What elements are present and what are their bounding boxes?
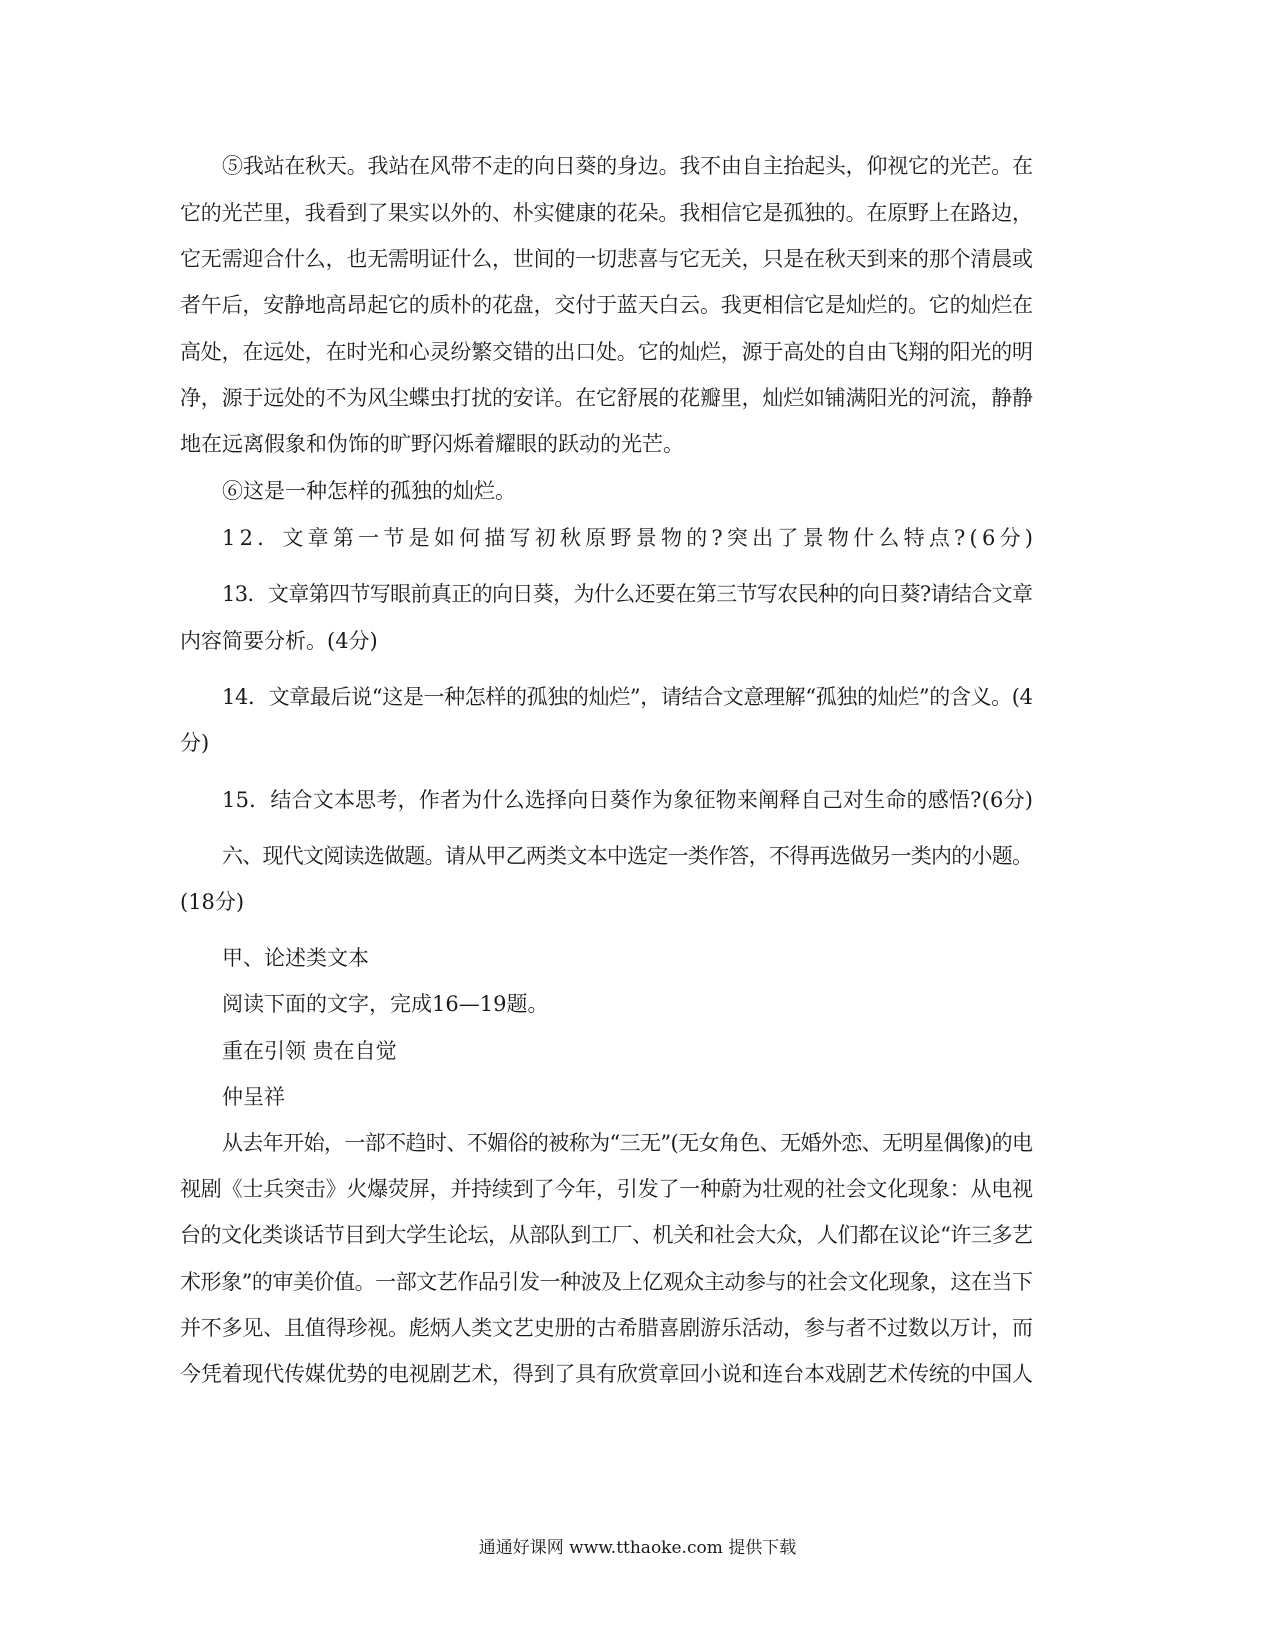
reading-instruction: 阅读下面的文字，完成16—19题。 — [222, 992, 549, 1016]
article-author: 仲呈祥 — [222, 1085, 285, 1109]
question-12: 12．文章第一节是如何描写初秋原野景物的?突出了景物什么特点?(6分) — [222, 526, 1038, 550]
page-footer: 通通好课网 www.tthaoke.com 提供下载 — [478, 1538, 797, 1558]
paragraph-5-line-4: 者午后，安静地高昂起它的质朴的花盘，交付于蓝天白云。我更相信它是灿烂的。它的灿烂在 — [180, 293, 1033, 317]
question-15: 15．结合文本思考，作者为什么选择向日葵作为象征物来阐释自己对生命的感悟?(6分) — [222, 788, 1034, 812]
question-14-line-2: 分) — [180, 731, 210, 755]
paragraph-5-line-2: 它的光芒里，我看到了果实以外的、朴实健康的花朵。我相信它是孤独的。在原野上在路边， — [180, 201, 1033, 225]
paragraph-5-line-6: 净，源于远处的不为风尘蝶虫打扰的安详。在它舒展的花瓣里，灿烂如铺满阳光的河流，静静 — [180, 386, 1033, 410]
part-a-title: 甲、论述类文本 — [222, 946, 369, 970]
paragraph-6: ⑥这是一种怎样的孤独的灿烂。 — [222, 479, 516, 503]
paragraph-5-line-1: ⑤我站在秋天。我站在风带不走的向日葵的身边。我不由自主抬起头，仰视它的光芒。在 — [222, 154, 1033, 178]
paragraph-5-line-7: 地在远离假象和伪饰的旷野闪烁着耀眼的跃动的光芒。 — [180, 432, 684, 456]
paragraph-5-line-3: 它无需迎合什么，也无需明证什么，世间的一切悲喜与它无关，只是在秋天到来的那个清晨或 — [180, 247, 1033, 271]
article-body-line-3: 台的文化类谈话节目到大学生论坛，从部队到工厂、机关和社会大众，人们都在议论“许三多艺 — [180, 1223, 1033, 1247]
article-body-line-5: 并不多见、且值得珍视。彪炳人类文艺史册的古希腊喜剧游乐活动，参与者不过数以万计，而 — [180, 1316, 1033, 1340]
article-body-line-1: 从去年开始，一部不趋时、不媚俗的被称为“三无”(无女角色、无婚外恋、无明星偶像)的电 — [222, 1131, 1033, 1155]
article-title: 重在引领 贵在自觉 — [222, 1039, 397, 1063]
section-6-heading-line-2: (18分) — [180, 890, 245, 914]
paragraph-5-line-5: 高处，在远处，在时光和心灵纷繁交错的出口处。它的灿烂，源于高处的自由飞翔的阳光的明 — [180, 340, 1033, 364]
question-13-line-2: 内容简要分析。(4分) — [180, 629, 378, 653]
section-6-heading-line-1: 六、现代文阅读选做题。请从甲乙两类文本中选定一类作答，不得再选做另一类内的小题。 — [222, 844, 1033, 868]
question-14-line-1: 14．文章最后说“这是一种怎样的孤独的灿烂”，请结合文意理解“孤独的灿烂”的含义。(4 — [222, 685, 1033, 709]
question-13-line-1: 13．文章第四节写眼前真正的向日葵，为什么还要在第三节写农民种的向日葵?请结合文章 — [222, 582, 1033, 606]
article-body-line-4: 术形象”的审美价值。一部文艺作品引发一种波及上亿观众主动参与的社会文化现象，这在当下 — [180, 1270, 1033, 1294]
article-body-line-6: 今凭着现代传媒优势的电视剧艺术，得到了具有欣赏章回小说和连台本戏剧艺术传统的中国人 — [180, 1362, 1033, 1386]
article-body-line-2: 视剧《士兵突击》火爆荧屏，并持续到了今年，引发了一种蔚为壮观的社会文化现象：从电视 — [180, 1177, 1033, 1201]
